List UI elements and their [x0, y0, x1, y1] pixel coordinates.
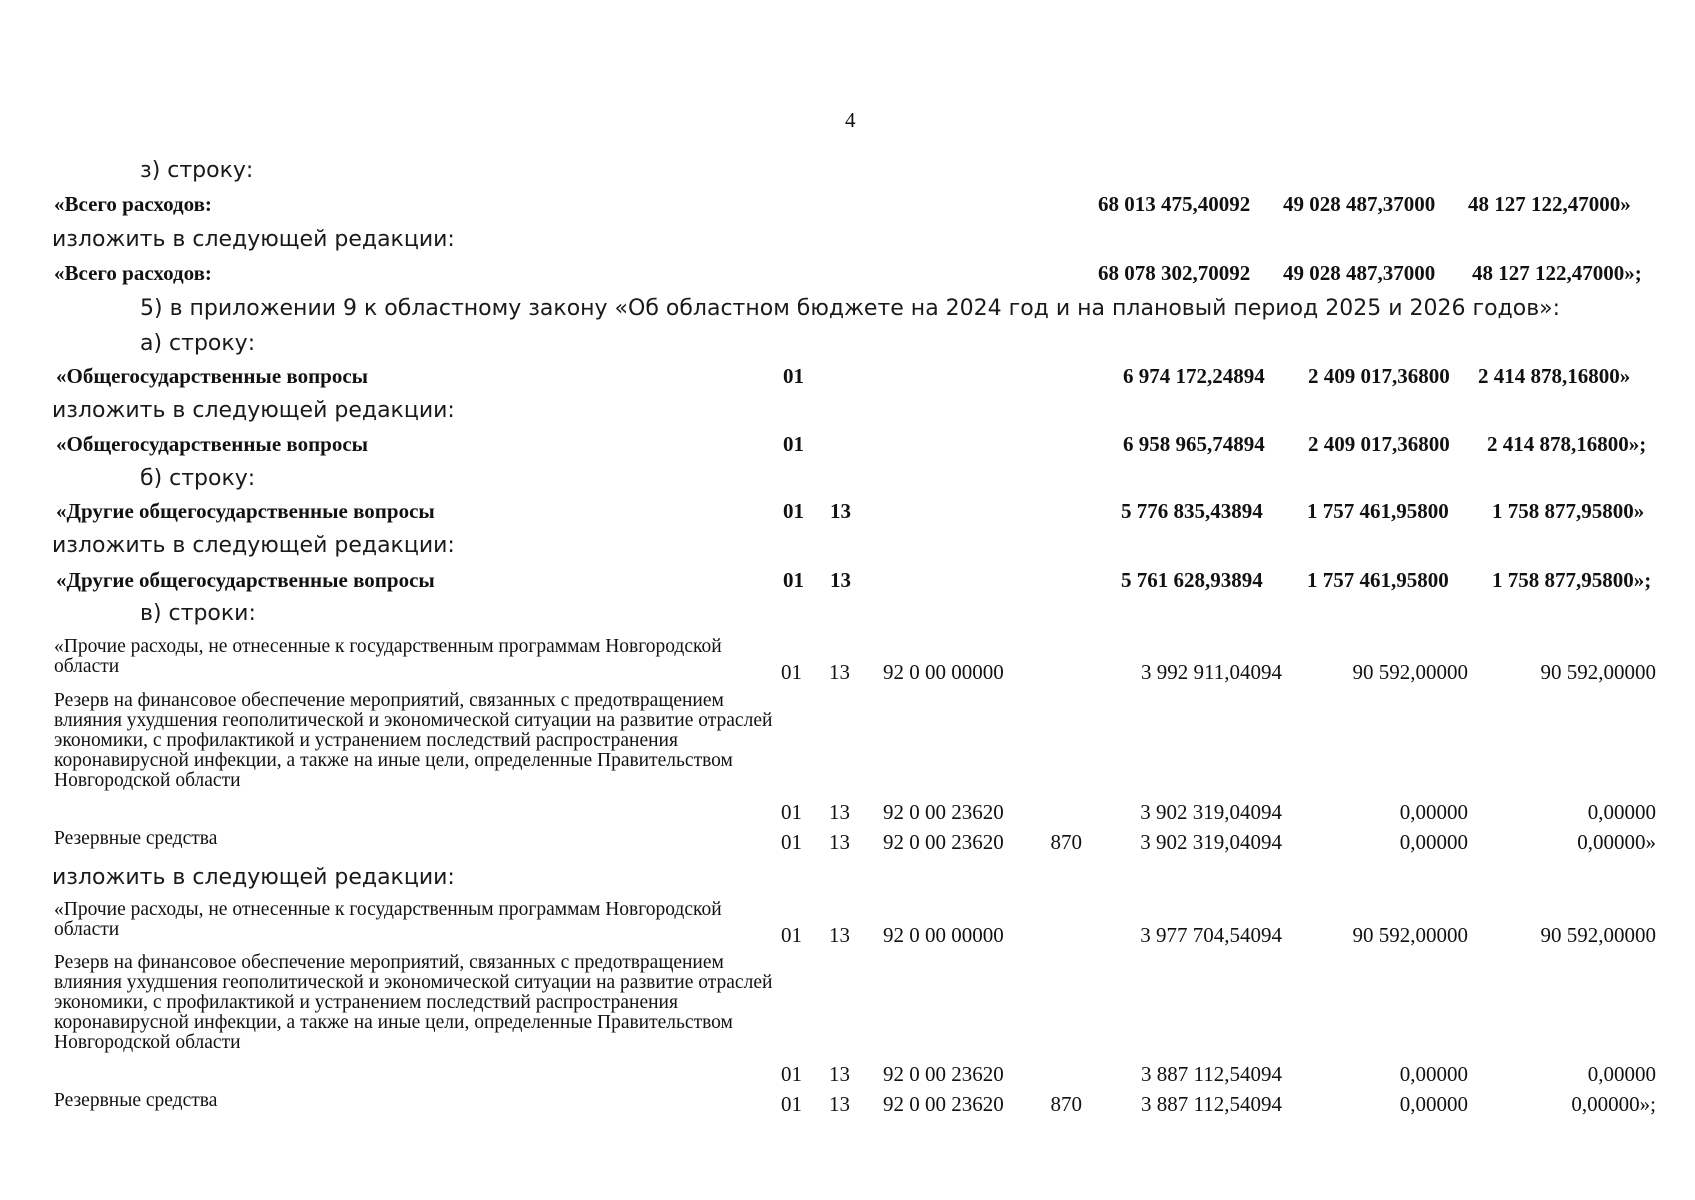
- v-old-row-2-pr: 13: [829, 800, 850, 824]
- v-new-row-3-v1: 3 887 112,54094: [1141, 1092, 1282, 1116]
- v-new-row-3-name: Резервные средства: [54, 1090, 218, 1111]
- z-old-v1: 68 013 475,40092: [1098, 192, 1251, 216]
- section-v-header: в) строки:: [140, 601, 256, 626]
- v-new-row-3-csr: 92 0 00 23620: [883, 1092, 1004, 1116]
- b-new-label: изложить в следующей редакции:: [52, 533, 455, 558]
- v-old-row-2-name: Резерв на финансовое обеспечение мероприятий, связанных с предотвращением влияния ухудшения геополитической и экономической ситуации на развитие отраслей экономики, с профилактикой и устранением последствий распространения коронавирусной инфекции, а также на иные цели, определенные Правительством Новгородской области: [54, 690, 773, 791]
- v-old-row-1-pr: 13: [829, 660, 850, 684]
- z-old-v3: 48 127 122,47000»: [1468, 192, 1631, 216]
- v-new-row-3-v2: 0,00000: [1399, 1092, 1468, 1116]
- a-new-label: изложить в следующей редакции:: [52, 398, 455, 423]
- v-new-row-3-rz: 01: [781, 1092, 802, 1116]
- b-old-v3: 1 758 877,95800»: [1492, 499, 1645, 523]
- v-old-row-1-v1: 3 992 911,04094: [1141, 660, 1282, 684]
- v-old-row-3-vr: 870: [1050, 830, 1082, 854]
- a-new-v1: 6 958 965,74894: [1123, 432, 1265, 456]
- v-new-row-1-v2: 90 592,00000: [1352, 923, 1468, 947]
- page-number: 4: [845, 108, 856, 132]
- v-old-row-3-pr: 13: [829, 830, 850, 854]
- v-new-row-1-pr: 13: [829, 923, 850, 947]
- a-old-v1: 6 974 172,24894: [1123, 364, 1265, 388]
- a-old-v3: 2 414 878,16800»: [1478, 364, 1631, 388]
- v-old-row-3-name: Резервные средства: [54, 828, 218, 849]
- v-new-row-2-v3: 0,00000: [1587, 1062, 1656, 1086]
- b-old-pr: 13: [830, 499, 851, 523]
- v-old-row-1-name: «Прочие расходы, не отнесенные к государственным программам Новгородской области: [54, 636, 722, 677]
- v-new-row-1-v3: 90 592,00000: [1540, 923, 1656, 947]
- z-new-name: «Всего расходов:: [54, 261, 212, 285]
- v-old-row-2-v1: 3 902 319,04094: [1140, 800, 1282, 824]
- b-new-rz: 01: [783, 568, 804, 592]
- v-old-row-1-csr: 92 0 00 00000: [883, 660, 1004, 684]
- v-new-row-1-csr: 92 0 00 00000: [883, 923, 1004, 947]
- a-new-v2: 2 409 017,36800: [1308, 432, 1450, 456]
- v-old-row-1-v2: 90 592,00000: [1352, 660, 1468, 684]
- v-new-row-1-v1: 3 977 704,54094: [1140, 923, 1282, 947]
- section-z-header: з) строку:: [140, 158, 254, 183]
- v-old-row-2-v2: 0,00000: [1399, 800, 1468, 824]
- b-old-name: «Другие общегосударственные вопросы: [56, 499, 435, 523]
- v-new-row-2-rz: 01: [781, 1062, 802, 1086]
- v-old-row-3-v3: 0,00000»: [1577, 830, 1656, 854]
- b-new-name: «Другие общегосударственные вопросы: [56, 568, 435, 592]
- section-a-header: а) строку:: [140, 331, 256, 356]
- v-new-row-2-csr: 92 0 00 23620: [883, 1062, 1004, 1086]
- v-new-row-2-pr: 13: [829, 1062, 850, 1086]
- z-new-v2: 49 028 487,37000: [1283, 261, 1436, 285]
- b-old-v2: 1 757 461,95800: [1307, 499, 1449, 523]
- v-new-row-3-pr: 13: [829, 1092, 850, 1116]
- v-new-row-3-v3: 0,00000»;: [1571, 1092, 1656, 1116]
- v-new-row-2-name: Резерв на финансовое обеспечение мероприятий, связанных с предотвращением влияния ухудшения геополитической и экономической ситуации на развитие отраслей экономики, с профилактикой и устранением последствий распространения коронавирусной инфекции, а также на иные цели, определенные Правительством Новгородской области: [54, 952, 773, 1053]
- v-old-row-3-csr: 92 0 00 23620: [883, 830, 1004, 854]
- b-new-pr: 13: [830, 568, 851, 592]
- v-old-row-3-v1: 3 902 319,04094: [1140, 830, 1282, 854]
- v-old-row-2-rz: 01: [781, 800, 802, 824]
- b-old-rz: 01: [783, 499, 804, 523]
- b-old-v1: 5 776 835,43894: [1121, 499, 1263, 523]
- b-new-v1: 5 761 628,93894: [1121, 568, 1263, 592]
- v-new-row-3-vr: 870: [1050, 1092, 1082, 1116]
- v-old-row-3-v2: 0,00000: [1399, 830, 1468, 854]
- v-old-row-1-v3: 90 592,00000: [1540, 660, 1656, 684]
- v-old-row-1-rz: 01: [781, 660, 802, 684]
- a-new-v3: 2 414 878,16800»;: [1487, 432, 1647, 456]
- z-new-v1: 68 078 302,70092: [1098, 261, 1251, 285]
- v-new-label: изложить в следующей редакции:: [52, 865, 455, 890]
- z-new-label: изложить в следующей редакции:: [52, 227, 455, 252]
- z-old-v2: 49 028 487,37000: [1283, 192, 1436, 216]
- a-new-rz: 01: [783, 432, 804, 456]
- a-old-name: «Общегосударственные вопросы: [56, 364, 369, 388]
- b-new-v2: 1 757 461,95800: [1307, 568, 1449, 592]
- z-new-v3: 48 127 122,47000»;: [1472, 261, 1642, 285]
- v-new-row-1-rz: 01: [781, 923, 802, 947]
- v-new-row-2-v2: 0,00000: [1399, 1062, 1468, 1086]
- v-new-row-1-name: «Прочие расходы, не отнесенные к государственным программам Новгородской области: [54, 899, 722, 940]
- a-new-name: «Общегосударственные вопросы: [56, 432, 369, 456]
- a-old-rz: 01: [783, 364, 804, 388]
- v-old-row-3-rz: 01: [781, 830, 802, 854]
- a-old-v2: 2 409 017,36800: [1308, 364, 1450, 388]
- v-old-row-2-csr: 92 0 00 23620: [883, 800, 1004, 824]
- section-b-header: б) строку:: [140, 466, 256, 491]
- item-5-text: 5) в приложении 9 к областному закону «Об областном бюджете на 2024 год и на плановый период 2025 и 2026 годов»:: [140, 296, 1561, 321]
- v-old-row-2-v3: 0,00000: [1587, 800, 1656, 824]
- z-old-name: «Всего расходов:: [54, 192, 212, 216]
- b-new-v3: 1 758 877,95800»;: [1492, 568, 1652, 592]
- v-new-row-2-v1: 3 887 112,54094: [1141, 1062, 1282, 1086]
